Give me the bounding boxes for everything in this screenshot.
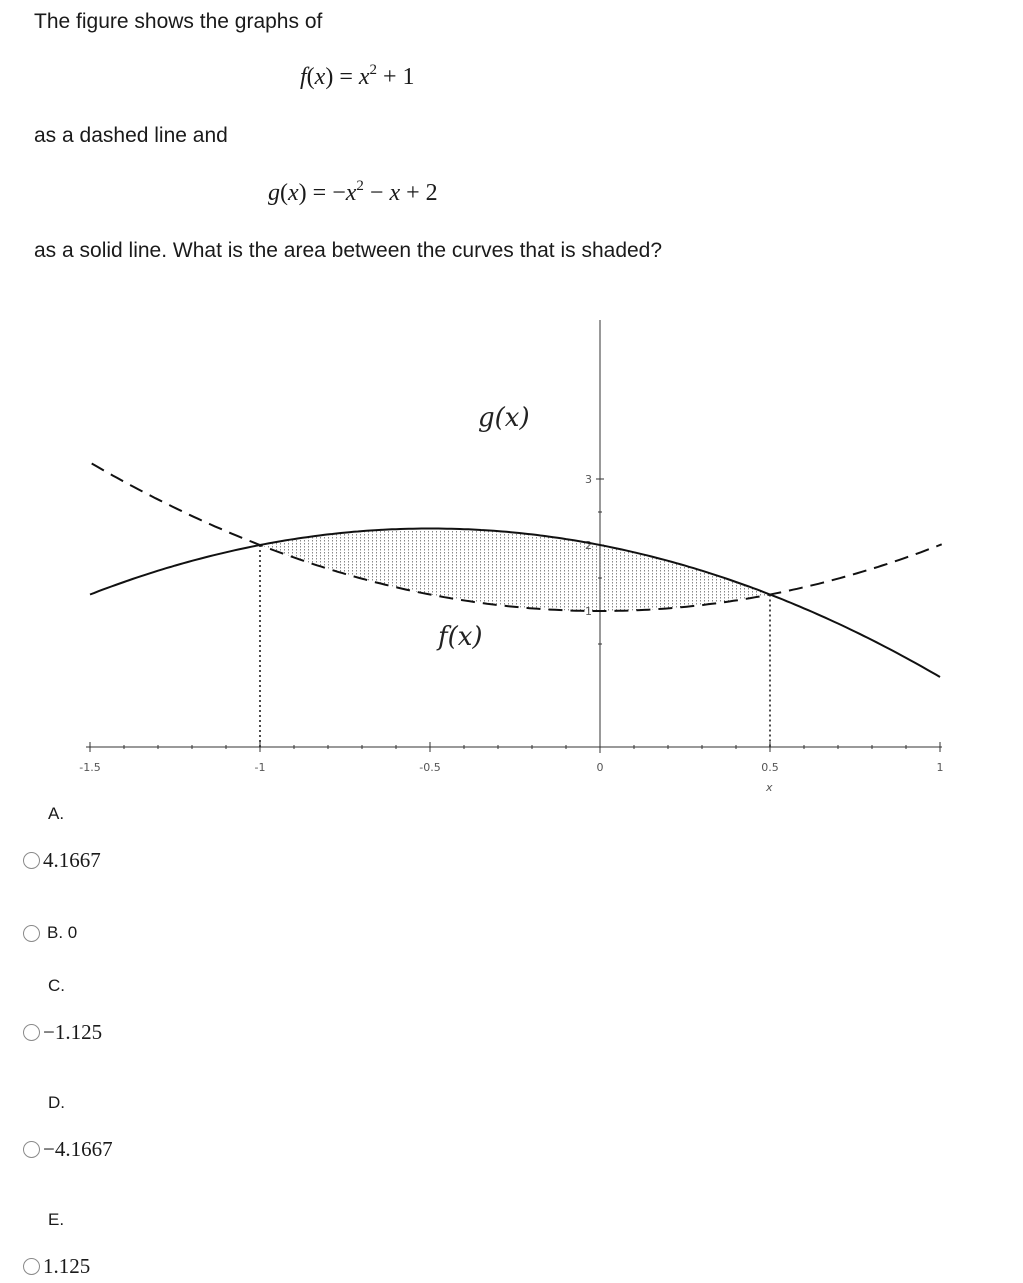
option-c-letter: C.: [48, 976, 65, 995]
option-c-label: −1.125: [43, 1020, 103, 1044]
option-c-radio[interactable]: [23, 1024, 40, 1041]
f-var: x: [358, 64, 370, 90]
option-a-letter: A.: [48, 804, 65, 823]
option-d[interactable]: [23, 1137, 113, 1162]
x-tick-label: 1: [936, 761, 944, 774]
g-equation: $g(x) = -x^2 - x + 2$: [268, 178, 438, 206]
g-mid: −: [363, 180, 390, 206]
x-axis-label: x: [766, 781, 773, 794]
g-curve-label: g(x): [478, 403, 530, 433]
g-var2: x: [389, 180, 401, 206]
question-middle: as a dashed line and: [34, 124, 228, 147]
option-b[interactable]: [23, 923, 77, 943]
option-c[interactable]: [23, 1020, 102, 1045]
g-name: g: [268, 180, 280, 206]
area-graph: [0, 300, 1023, 800]
f-equation: $f(x) = x^2 + 1$: [300, 62, 415, 90]
x-tick-label: -1.5: [79, 761, 101, 774]
f-curve-label: f(x): [438, 622, 483, 652]
f-name: f: [300, 64, 307, 90]
f-tail: + 1: [377, 64, 415, 90]
g-arg: x: [288, 180, 299, 206]
y-tick-label: 1: [585, 605, 592, 618]
option-a[interactable]: [23, 848, 101, 873]
x-tick-label: -0.5: [419, 761, 441, 774]
x-tick-label: -1: [254, 761, 266, 774]
plot-layer: [79, 320, 943, 774]
option-a-label: 4.1667: [43, 848, 101, 872]
g-exp: 2: [356, 178, 364, 194]
option-e-label: 1.125: [43, 1254, 91, 1278]
f-exp: 2: [369, 62, 378, 78]
x-tick-label: 0: [596, 761, 604, 774]
option-d-label: −4.1667: [43, 1137, 113, 1161]
option-e-radio[interactable]: [23, 1258, 40, 1275]
option-a-radio[interactable]: [23, 852, 40, 869]
g-tail: + 2: [400, 180, 438, 206]
y-tick-label: 2: [585, 539, 592, 552]
f-arg: x: [314, 64, 326, 90]
option-b-label: B. 0: [47, 923, 78, 942]
shaded-region: [260, 529, 770, 612]
option-e[interactable]: [23, 1254, 90, 1279]
option-e-letter: E.: [48, 1210, 65, 1229]
g-var: x: [345, 180, 357, 206]
y-tick-label: 3: [585, 473, 592, 486]
option-d-radio[interactable]: [23, 1141, 40, 1158]
option-d-letter: D.: [48, 1093, 65, 1112]
g-lead: = −: [312, 180, 346, 206]
option-b-radio[interactable]: [23, 925, 40, 942]
x-tick-label: 0.5: [761, 761, 779, 774]
question-prompt: as a solid line. What is the area between the curves that is shaded?: [34, 239, 663, 262]
question-intro: The figure shows the graphs of: [34, 10, 323, 33]
